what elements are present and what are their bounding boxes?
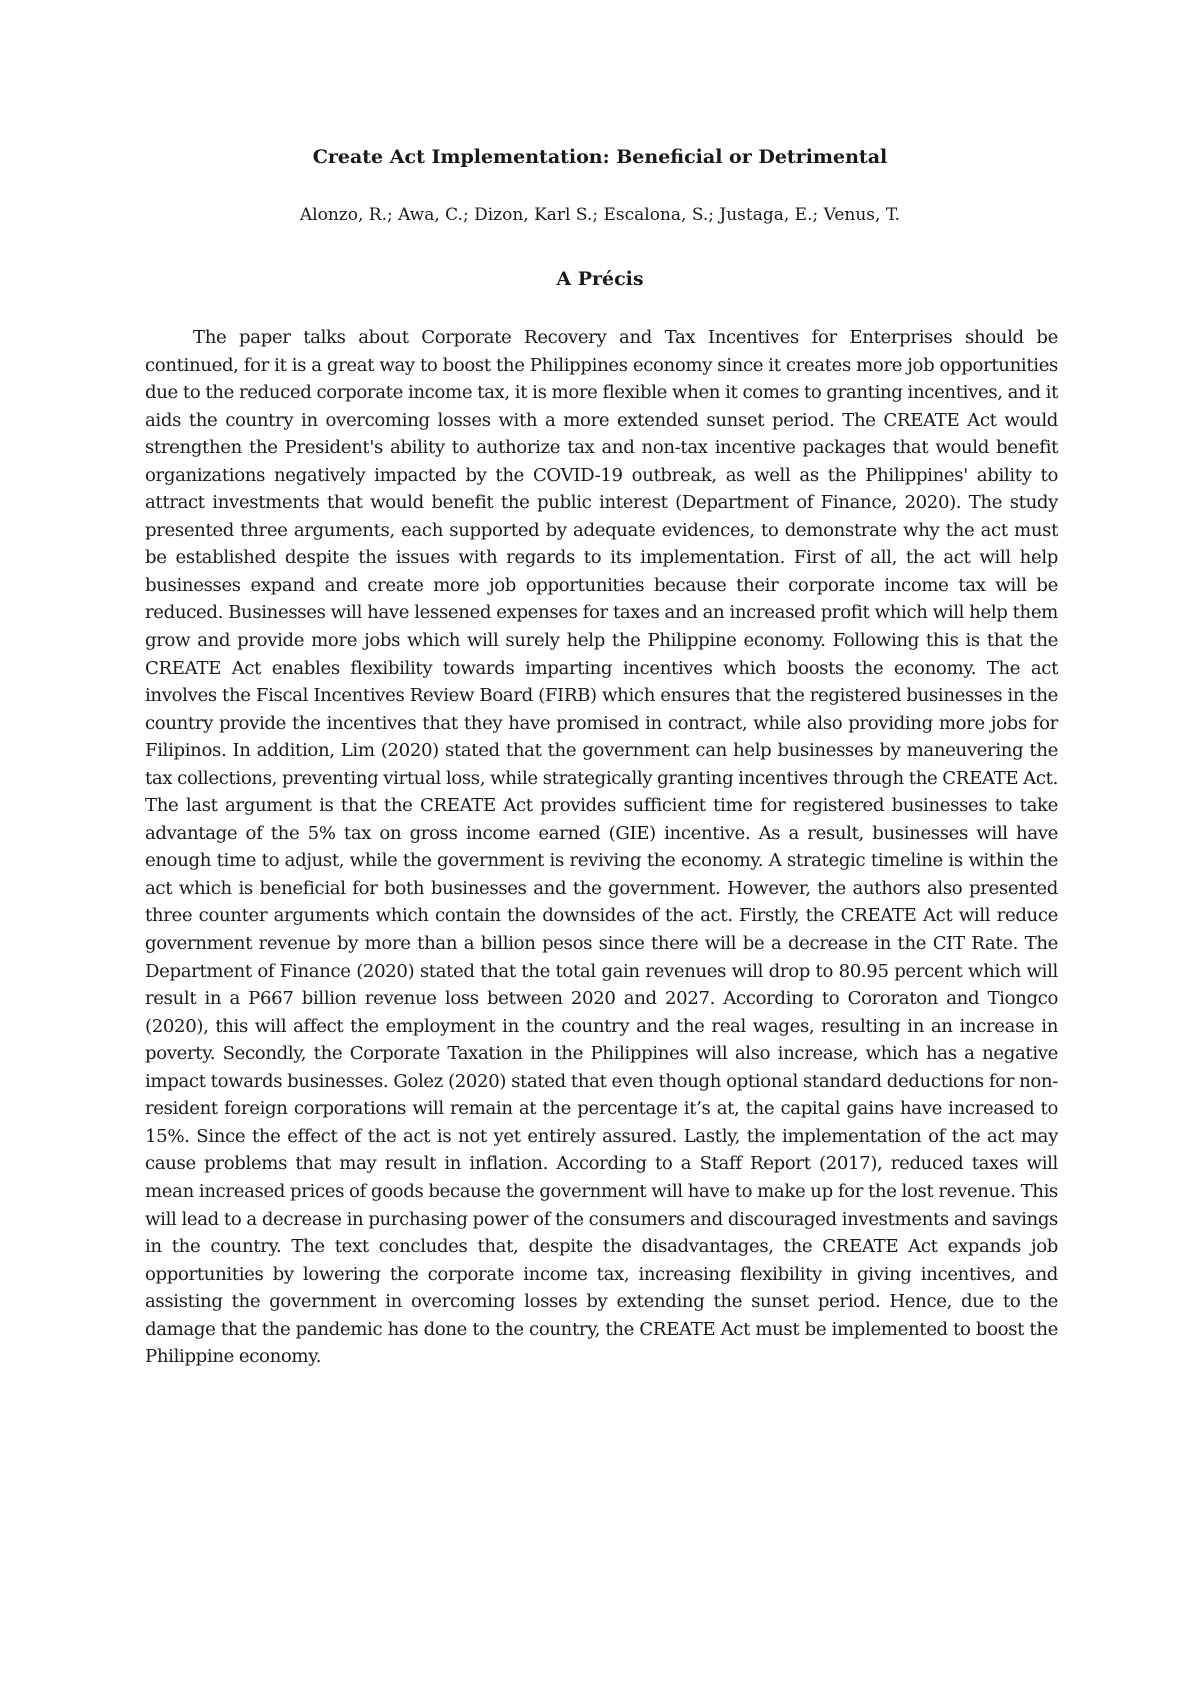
precis-paragraph: The paper talks about Corporate Recovery and Tax Incentives for Enterprises should be continued, for it is a great way to boost the Philippines economy since it creates more job opportunities due to the reduced corporate income tax, it is more flexible when it comes to granting incentives, and it aids the country in overcoming losses with a more extended sunset period. The CREATE Act would strengthen the President's ability to authorize tax and non-tax incentive packages that would benefit organizations negatively impacted by the COVID-19 outbreak, as well as the Philippines' ability to attract investments that would benefit the public interest (Department of Finance, 2020). The study presented three arguments, each supported by adequate evidences, to demonstrate why the act must be established despite the issues with regards to its implementation. First of all, the act will help businesses expand and create more job opportunities because their corporate income tax will be reduced. Businesses will have lessened expenses for taxes and an increased profit which will help them grow and provide more jobs which will surely help the Philippine economy. Following this is that the CREATE Act enables flexibility towards imparting incentives which boosts the economy. The act involves the Fiscal Incentives Review Board (FIRB) which ensures that the registered businesses in the country provide the incentives that they have promised in contract, while also providing more jobs for Filipinos. In addition, Lim (2020) stated that the government can help businesses by maneuvering the tax collections, preventing virtual loss, while strategically granting incentives through the CREATE Act. The last argument is that the CREATE Act provides sufficient time for registered businesses to take advantage of the 5% tax on gross income earned (GIE) incentive. As a result, businesses will have enough time to adjust, while the government is reviving the economy. A strategic timeline is within the act which is beneficial for both businesses and the government. However, the authors also presented three counter arguments which contain the downsides of the act. Firstly, the CREATE Act will reduce government revenue by more than a billion pesos since there will be a decrease in the CIT Rate. The Department of Finance (2020) stated that the total gain revenues will drop to 80.95 percent which will result in a P667 billion revenue loss between 2020 and 2027. According to Cororaton and Tiongco (2020), this will affect the employment in the country and the real wages, resulting in an increase in poverty. Secondly, the Corporate Taxation in the Philippines will also increase, which has a negative impact towards businesses. Golez (2020) stated that even though optional standard deductions for non-resident foreign corporations will remain at the percentage it’s at, the capital gains have increased to 15%. Since the effect of the act is not yet entirely assured. Lastly, the implementation of the act may cause problems that may result in inflation. According to a Staff Report (2017), reduced taxes will mean increased prices of goods because the government will have to make up for the lost revenue. This will lead to a decrease in purchasing power of the consumers and discouraged investments and savings in the country. The text concludes that, despite the disadvantages, the CREATE Act expands job opportunities by lowering the corporate income tax, increasing flexibility in giving incentives, and assisting the government in overcoming losses by extending the sunset period. Hence, due to the damage that the pandemic has done to the country, the CREATE Act must be implemented to boost the Philippine economy.: [145, 327, 1058, 1368]
document-title: Create Act Implementation: Beneficial or Detrimental: [312, 146, 888, 168]
section-heading: A Précis: [556, 268, 644, 290]
author-list: Alonzo, R.; Awa, C.; Dizon, Karl S.; Escalona, S.; Justaga, E.; Venus, T.: [299, 205, 901, 225]
